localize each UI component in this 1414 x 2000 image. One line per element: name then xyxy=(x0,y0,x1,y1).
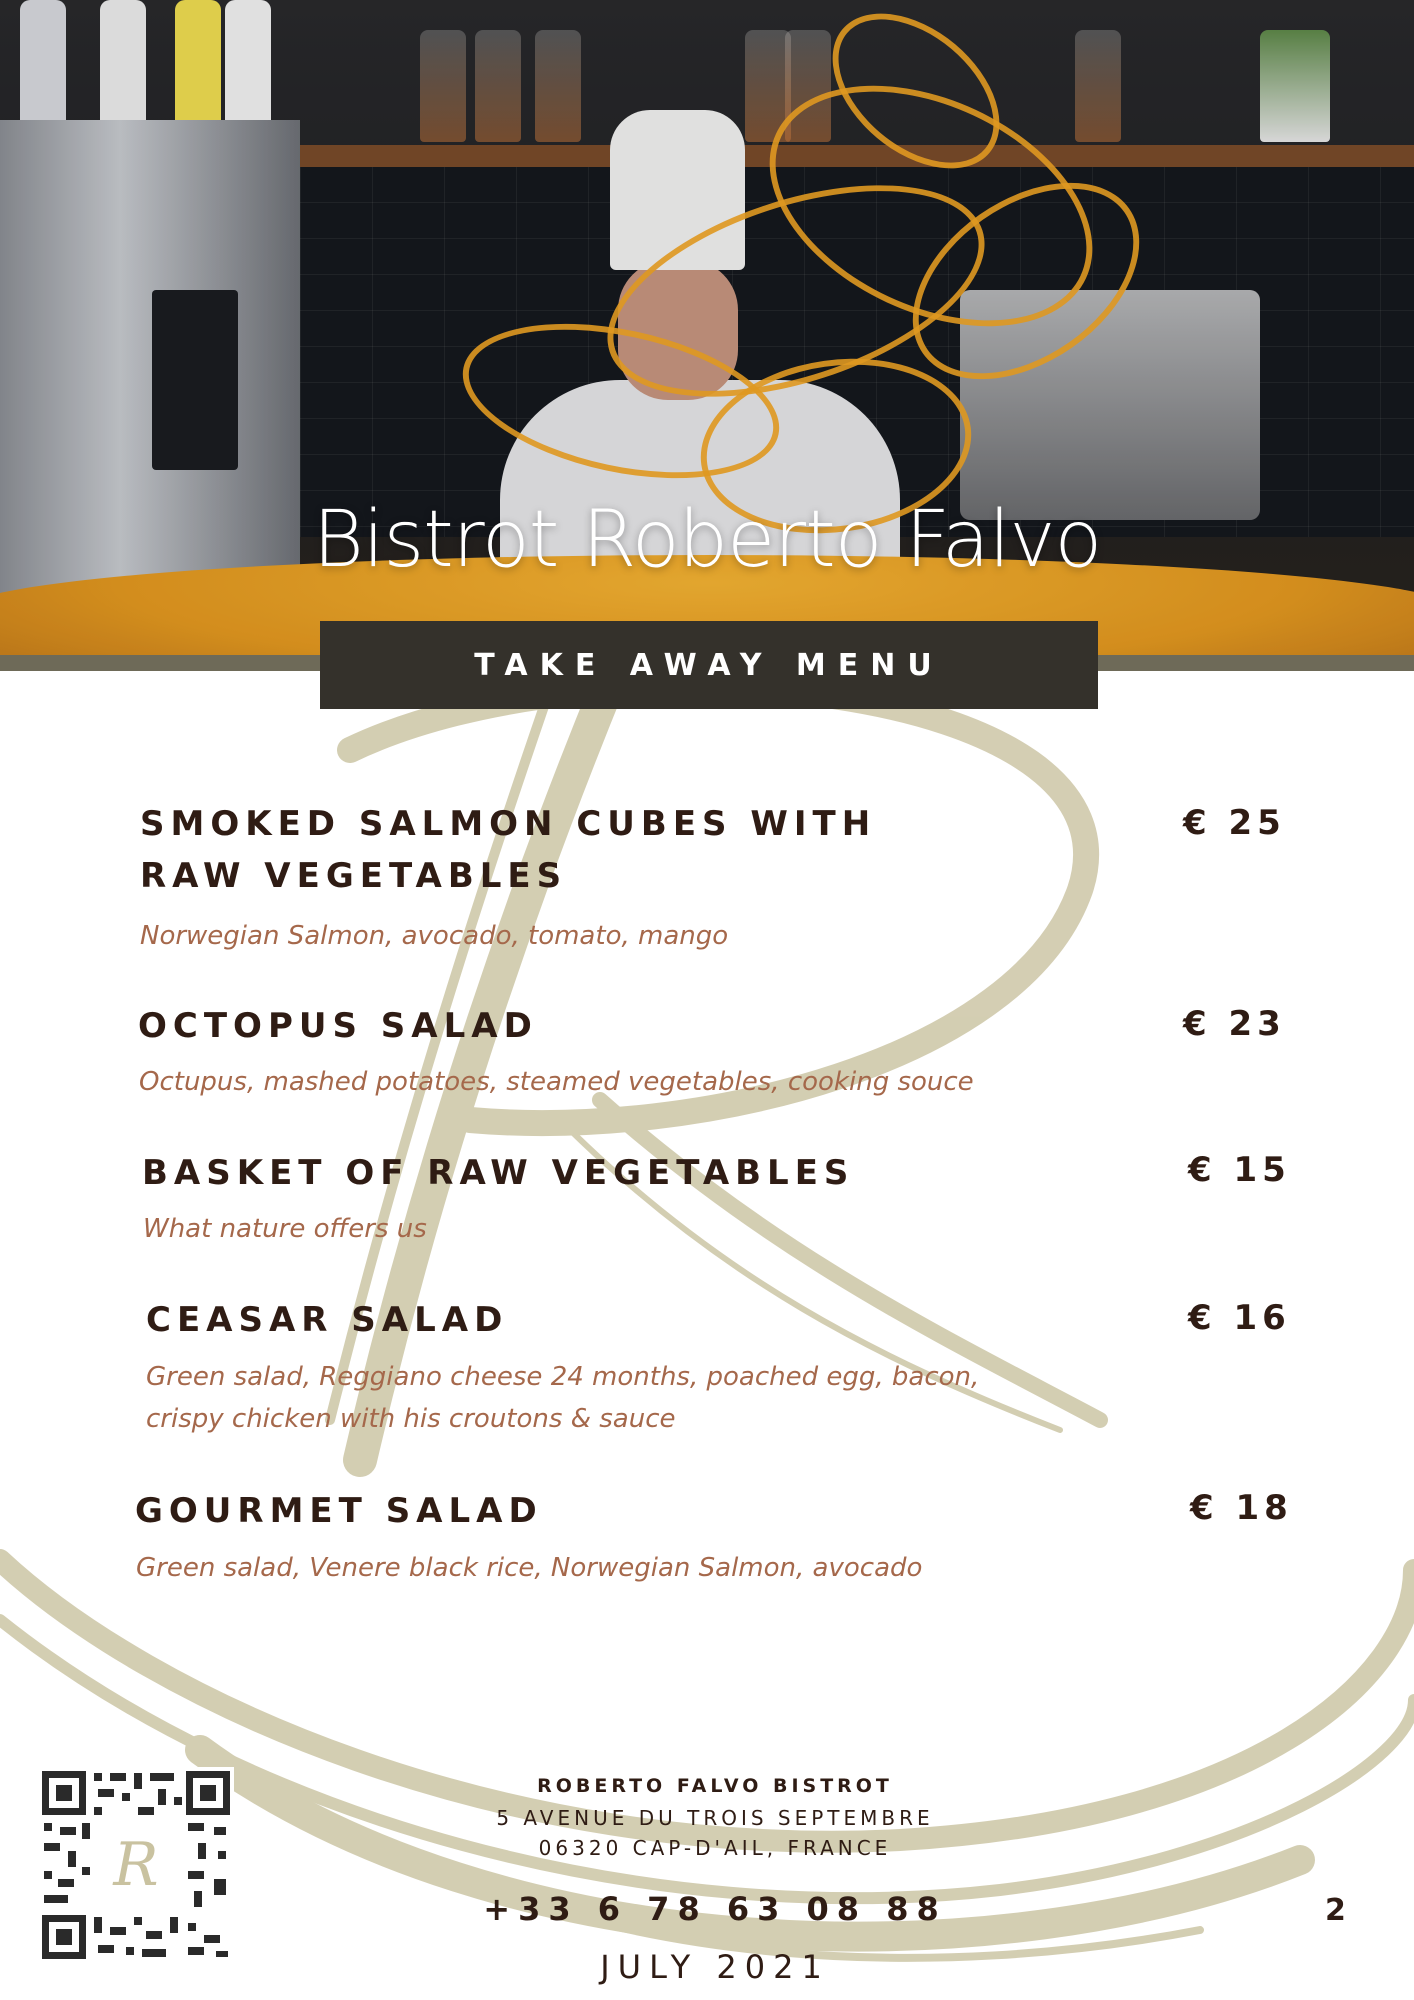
item-description: Norwegian Salmon, avocado, tomato, mango xyxy=(140,921,729,951)
item-description: Green salad, Reggiano cheese 24 months, poached egg, bacon, xyxy=(146,1362,980,1392)
item-name: SMOKED SALMON CUBES WITH xyxy=(140,804,877,844)
item-price: € 23 xyxy=(1183,1004,1286,1044)
restaurant-title: Bistrot Roberto Falvo xyxy=(312,495,1102,585)
phone-number[interactable]: +33 6 78 63 08 88 xyxy=(483,1890,947,1928)
item-description: crispy chicken with his croutons & sauce xyxy=(146,1404,676,1434)
menu-date: JULY 2021 xyxy=(600,1948,830,1986)
item-name: CEASAR SALAD xyxy=(146,1300,509,1340)
item-name: OCTOPUS SALAD xyxy=(138,1006,538,1046)
qr-logo-letter: R xyxy=(113,1830,159,1900)
address-line: 5 AVENUE DU TROIS SEPTEMBRE xyxy=(496,1806,934,1830)
item-description: Octupus, mashed potatoes, steamed vegetables, cooking souce xyxy=(139,1067,974,1097)
qr-code-graphic xyxy=(38,1767,234,1963)
item-name: BASKET OF RAW VEGETABLES xyxy=(142,1153,855,1193)
item-price: € 15 xyxy=(1188,1150,1291,1190)
banner-label: TAKE AWAY MENU xyxy=(474,647,944,683)
item-price: € 16 xyxy=(1188,1298,1291,1338)
item-price: € 25 xyxy=(1183,803,1286,843)
item-name: GOURMET SALAD xyxy=(135,1491,543,1531)
address-line: 06320 CAP-D'AIL, FRANCE xyxy=(538,1836,892,1860)
qr-code-icon[interactable] xyxy=(38,1767,234,1963)
page-number: 2 xyxy=(1325,1893,1346,1928)
item-name: RAW VEGETABLES xyxy=(140,856,568,896)
menu-banner xyxy=(320,621,1098,709)
item-description: What nature offers us xyxy=(143,1214,427,1244)
item-description: Green salad, Venere black rice, Norwegian Salmon, avocado xyxy=(136,1553,923,1583)
business-name: ROBERTO FALVO BISTROT xyxy=(537,1775,893,1797)
item-price: € 18 xyxy=(1190,1488,1293,1528)
